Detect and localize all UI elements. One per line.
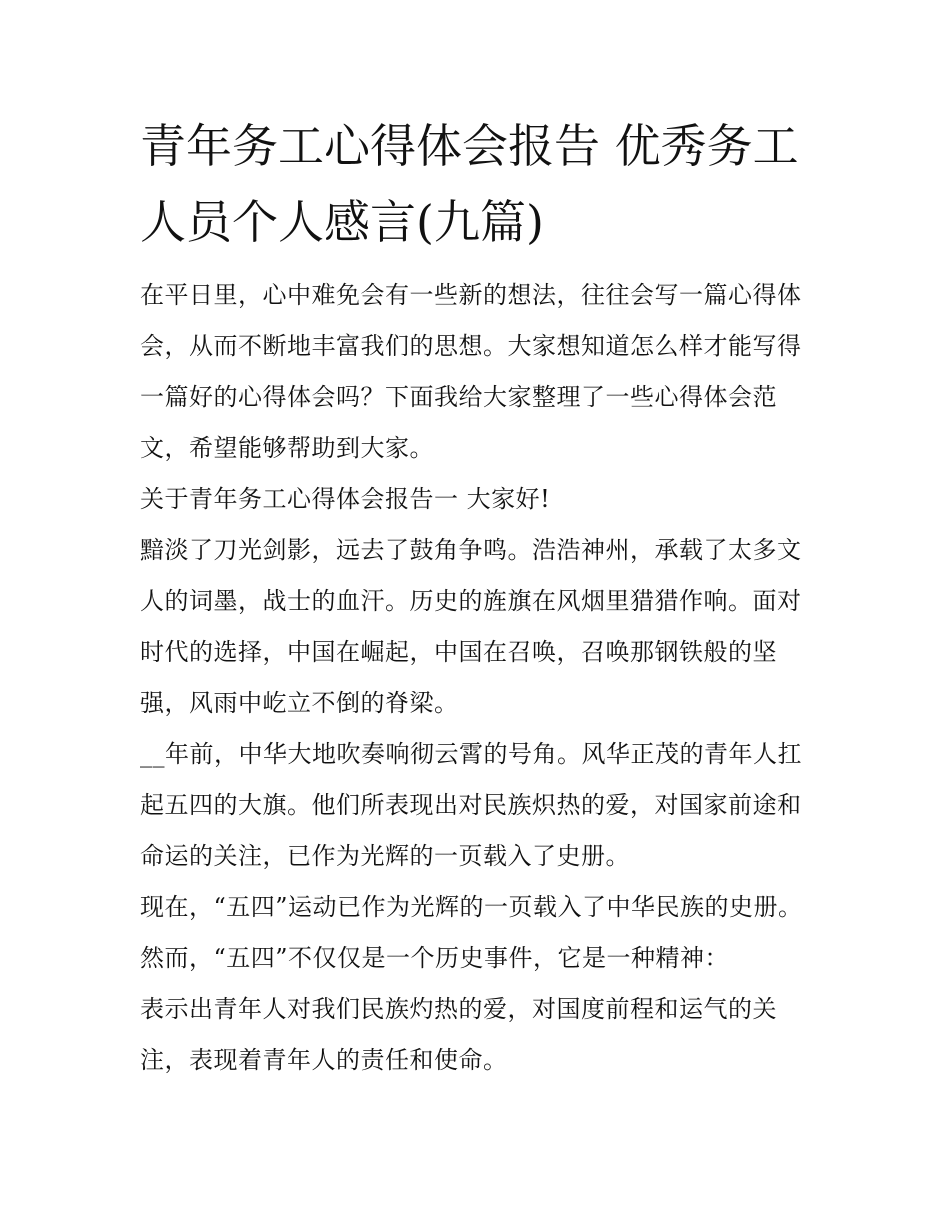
document-page <box>140 108 820 1086</box>
paragraph-intro: 在平日里，心中难免会有一些新的想法，往往会写一篇心得体会，从而不断地丰富我们的思想。大家想知道怎么样才能写得一篇好的心得体会吗？下面我给大家整理了一些心得体会范文，希望能够帮助到大家。 <box>140 281 802 462</box>
paragraph-history: 黯淡了刀光剑影，远去了鼓角争鸣。浩浩神州，承载了太多文人的词墨，战士的血汗。历史的旌旗在风烟里猎猎作响。面对时代的选择，中国在崛起，中国在召唤，召唤那钢铁般的坚强，风雨中屹立不倒的脊梁。 <box>140 536 802 717</box>
paragraph-may-fourth-spirit: 然而，“五四”不仅仅是一个历史事件，它是一种精神： <box>140 944 730 972</box>
paragraph-youth-responsibility: 表示出青年人对我们民族灼热的爱，对国度前程和运气的关注，表现着青年人的责任和使命。 <box>140 995 777 1074</box>
document-title: 青年务工心得体会报告 优秀务工人员个人感言(九篇) <box>140 119 799 249</box>
paragraph-heading-one: 关于青年务工心得体会报告一 大家好! <box>140 485 551 513</box>
paragraph-may-fourth-record: 现在，“五四”运动已作为光辉的一页载入了中华民族的史册。 <box>140 893 803 921</box>
paragraph-may-fourth-origin: __年前，中华大地吹奏响彻云霄的号角。风华正茂的青年人扛起五四的大旗。他们所表现出对民族炽热的爱，对国家前途和命运的关注，已作为光辉的一页载入了史册。 <box>140 740 802 870</box>
